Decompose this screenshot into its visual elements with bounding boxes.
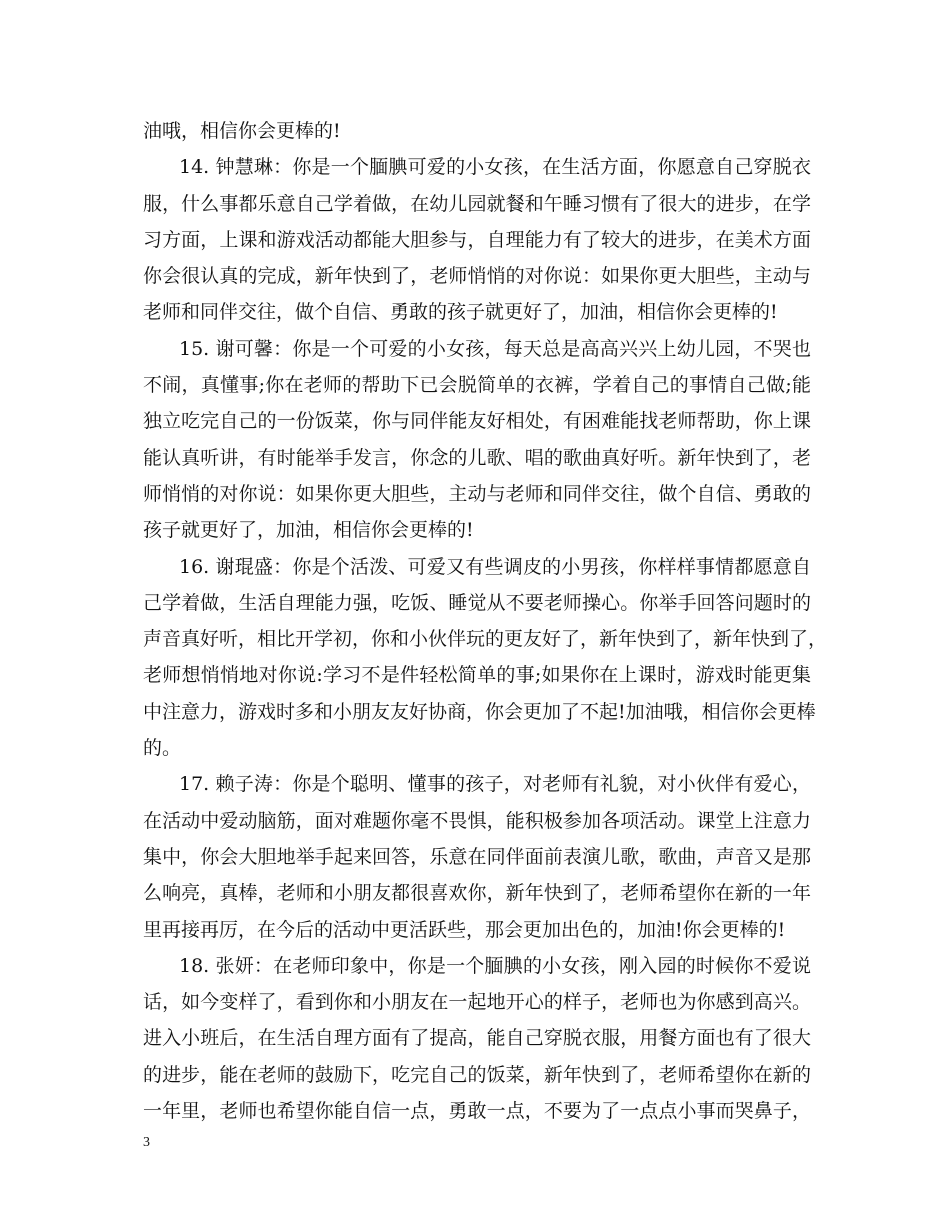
paragraph-14-line: 14. 钟慧琳：你是一个腼腆可爱的小女孩，在生活方面，你愿意自己穿脱衣 <box>179 156 811 179</box>
text-line: 在活动中爱动脑筋，面对难题你毫不畏惧，能积极参加各项活动。课堂上注意力 <box>143 809 811 832</box>
text-line: 的进步，能在老师的鼓励下，吃完自己的饭菜，新年快到了，老师希望你在新的 <box>143 1063 811 1086</box>
text-line: 的。 <box>143 737 182 760</box>
paragraph-17-line: 17. 赖子涛：你是个聪明、懂事的孩子，对老师有礼貌，对小伙伴有爱心， <box>179 773 811 796</box>
text-line: 你会很认真的完成，新年快到了，老师悄悄的对你说：如果你更大胆些，主动与 <box>143 265 811 288</box>
text-line: 么响亮，真棒，老师和小朋友都很喜欢你，新年快到了，老师希望你在新的一年 <box>143 882 811 905</box>
text-line: 能认真听讲，有时能举手发言，你念的儿歌、唱的歌曲真好听。新年快到了，老 <box>143 446 811 469</box>
text-line: 老师想悄悄地对你说:学习不是件轻松简单的事;如果你在上课时，游戏时能更集 <box>143 664 811 687</box>
document-body <box>143 113 828 1129</box>
text-line: 集中，你会大胆地举手起来回答，乐意在同伴面前表演儿歌，歌曲，声音又是那 <box>143 845 811 868</box>
text-line: 习方面，上课和游戏活动都能大胆参与，自理能力有了较大的进步，在美术方面 <box>143 228 811 251</box>
paragraph-16-line: 16. 谢琨盛：你是个活泼、可爱又有些调皮的小男孩，你样样事情都愿意自 <box>179 555 811 578</box>
text-line: 声音真好听，相比开学初，你和小伙伴玩的更友好了，新年快到了，新年快到了， <box>143 628 828 651</box>
page-number: 3 <box>143 1135 150 1150</box>
text-line: 中注意力，游戏时多和小朋友友好协商，你会更加了不起!加油哦，相信你会更棒 <box>143 700 816 723</box>
text-line: 不闹，真懂事;你在老师的帮助下已会脱简单的衣裤，学着自己的事情自己做;能 <box>143 374 811 397</box>
paragraph-18-line: 18. 张妍：在老师印象中，你是一个腼腆的小女孩，刚入园的时候你不爱说 <box>179 954 811 977</box>
text-line: 己学着做，生活自理能力强，吃饭、睡觉从不要老师操心。你举手回答问题时的 <box>143 591 811 614</box>
text-line: 油哦，相信你会更棒的! <box>143 120 341 142</box>
text-line: 里再接再厉，在今后的活动中更活跃些，那会更加出色的，加油!你会更棒的! <box>143 918 786 941</box>
text-line: 师悄悄的对你说：如果你更大胆些，主动与老师和同伴交往，做个自信、勇敢的 <box>143 482 811 505</box>
text-line: 独立吃完自己的一份饭菜，你与同伴能友好相处，有困难能找老师帮助，你上课 <box>143 410 811 433</box>
text-line: 孩子就更好了，加油，相信你会更棒的! <box>143 519 474 542</box>
text-line: 进入小班后，在生活自理方面有了提高，能自己穿脱衣服，用餐方面也有了很大 <box>143 1027 811 1050</box>
text-line: 一年里，老师也希望你能自信一点，勇敢一点，不要为了一点点小事而哭鼻子， <box>143 1100 811 1123</box>
text-line: 老师和同伴交往，做个自信、勇敢的孩子就更好了，加油，相信你会更棒的! <box>143 301 778 324</box>
text-line: 服，什么事都乐意自己学着做，在幼儿园就餐和午睡习惯有了很大的进步，在学 <box>143 192 811 215</box>
paragraph-15-line: 15. 谢可馨：你是一个可爱的小女孩，每天总是高高兴兴上幼儿园，不哭也 <box>179 337 811 360</box>
text-line: 话，如今变样了，看到你和小朋友在一起地开心的样子，老师也为你感到高兴。 <box>143 991 811 1014</box>
